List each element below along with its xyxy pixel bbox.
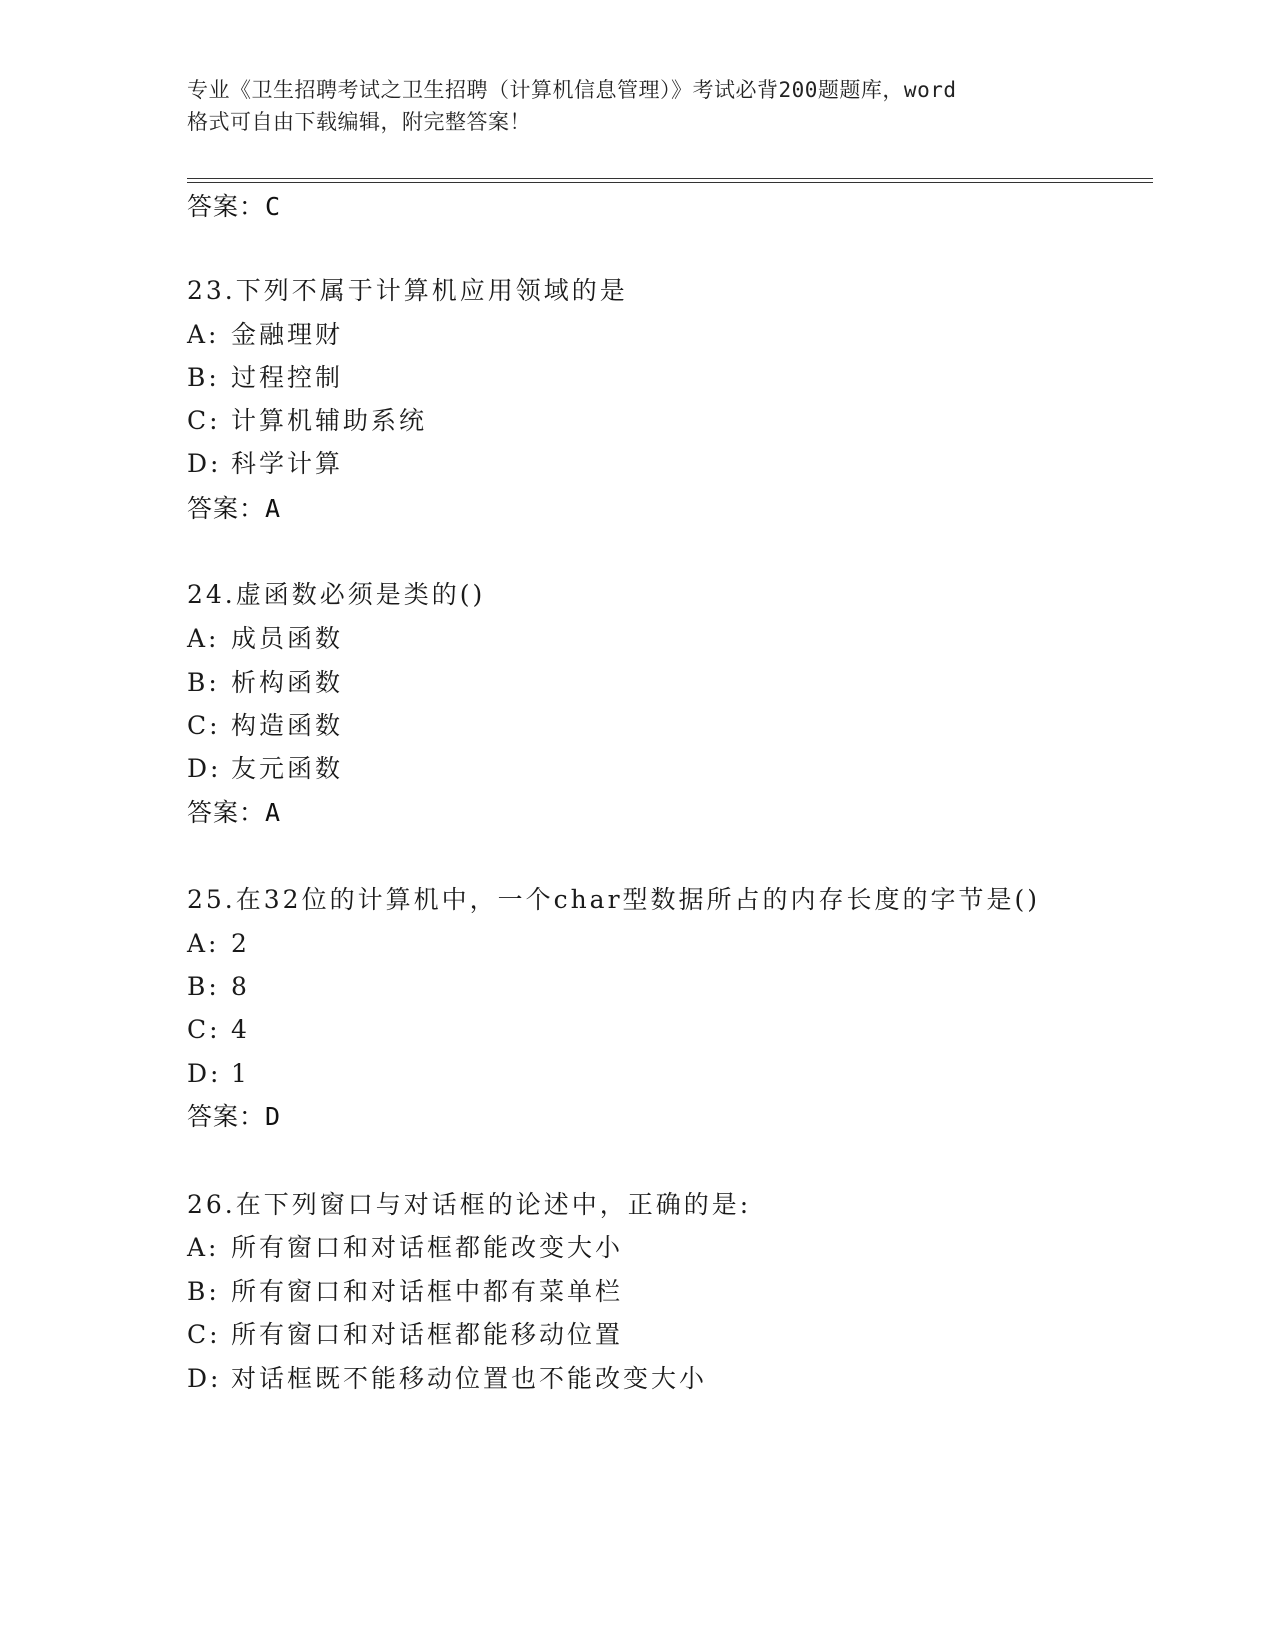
option-text: 成员函数	[231, 624, 344, 653]
question-25-option-b	[187, 972, 250, 1002]
question-25-option-d	[187, 1059, 250, 1089]
option-letter: B:	[187, 1277, 220, 1306]
option-letter: D:	[187, 1364, 222, 1393]
header-line-2: 格式可自由下载编辑，附完整答案！	[187, 110, 531, 134]
question-24-option-c	[187, 711, 343, 741]
option-text: 过程控制	[231, 363, 344, 392]
option-text: 2	[231, 929, 250, 958]
option-letter: C:	[187, 1015, 221, 1044]
option-letter: D:	[187, 754, 222, 783]
option-letter: B:	[187, 668, 220, 697]
option-text: 金融理财	[231, 320, 344, 349]
header-divider-top	[187, 178, 1153, 179]
question-25: 25.在32位的计算机中，一个char型数据所占的内存长度的字节是()	[187, 885, 1041, 914]
option-text: 4	[231, 1015, 250, 1044]
question-23-option-c	[187, 406, 427, 436]
option-letter: B:	[187, 972, 220, 1001]
question-23-option-b	[187, 363, 343, 393]
option-letter: C:	[187, 711, 221, 740]
option-text: 计算机辅助系统	[231, 406, 428, 435]
option-text: 所有窗口和对话框中都有菜单栏	[231, 1277, 624, 1306]
option-text: 8	[231, 972, 250, 1001]
header-divider-bottom	[187, 182, 1153, 183]
option-letter: A:	[187, 1233, 220, 1262]
option-text: 所有窗口和对话框都能移动位置	[231, 1320, 624, 1349]
option-letter: A:	[187, 320, 220, 349]
option-letter: A:	[187, 624, 220, 653]
question-25-option-a	[187, 929, 250, 959]
question-24-option-a	[187, 624, 343, 654]
question-24-option-b	[187, 668, 343, 698]
question-26-option-c	[187, 1320, 623, 1350]
option-text: 1	[231, 1059, 250, 1088]
option-text: 构造函数	[231, 711, 344, 740]
question-24-answer: 答案：A	[187, 798, 282, 827]
question-26: 26.在下列窗口与对话框的论述中，正确的是:	[187, 1190, 752, 1219]
question-26-option-b	[187, 1277, 623, 1307]
option-text: 对话框既不能移动位置也不能改变大小	[231, 1364, 708, 1393]
option-letter: C:	[187, 1320, 221, 1349]
option-letter: D:	[187, 449, 222, 478]
question-25-answer: 答案：D	[187, 1102, 282, 1131]
option-letter: D:	[187, 1059, 222, 1088]
option-text: 所有窗口和对话框都能改变大小	[231, 1233, 624, 1262]
option-letter: C:	[187, 406, 221, 435]
question-26-option-a	[187, 1233, 623, 1263]
question-25-option-c	[187, 1015, 250, 1045]
question-26-option-d	[187, 1364, 707, 1394]
question-23-answer: 答案：A	[187, 494, 282, 523]
question-24-option-d	[187, 754, 343, 784]
option-text: 科学计算	[231, 449, 344, 478]
question-23-option-a	[187, 320, 343, 350]
option-letter: A:	[187, 929, 220, 958]
question-23: 23.下列不属于计算机应用领域的是	[187, 276, 628, 305]
option-letter: B:	[187, 363, 220, 392]
option-text: 友元函数	[231, 754, 344, 783]
previous-answer: 答案：C	[187, 192, 282, 221]
option-text: 析构函数	[231, 668, 344, 697]
header-line-1: 专业《卫生招聘考试之卫生招聘（计算机信息管理）》考试必背200题题库，word	[187, 78, 957, 102]
question-23-option-d	[187, 449, 343, 479]
document-header	[187, 74, 1087, 138]
question-24: 24.虚函数必须是类的()	[187, 580, 486, 609]
